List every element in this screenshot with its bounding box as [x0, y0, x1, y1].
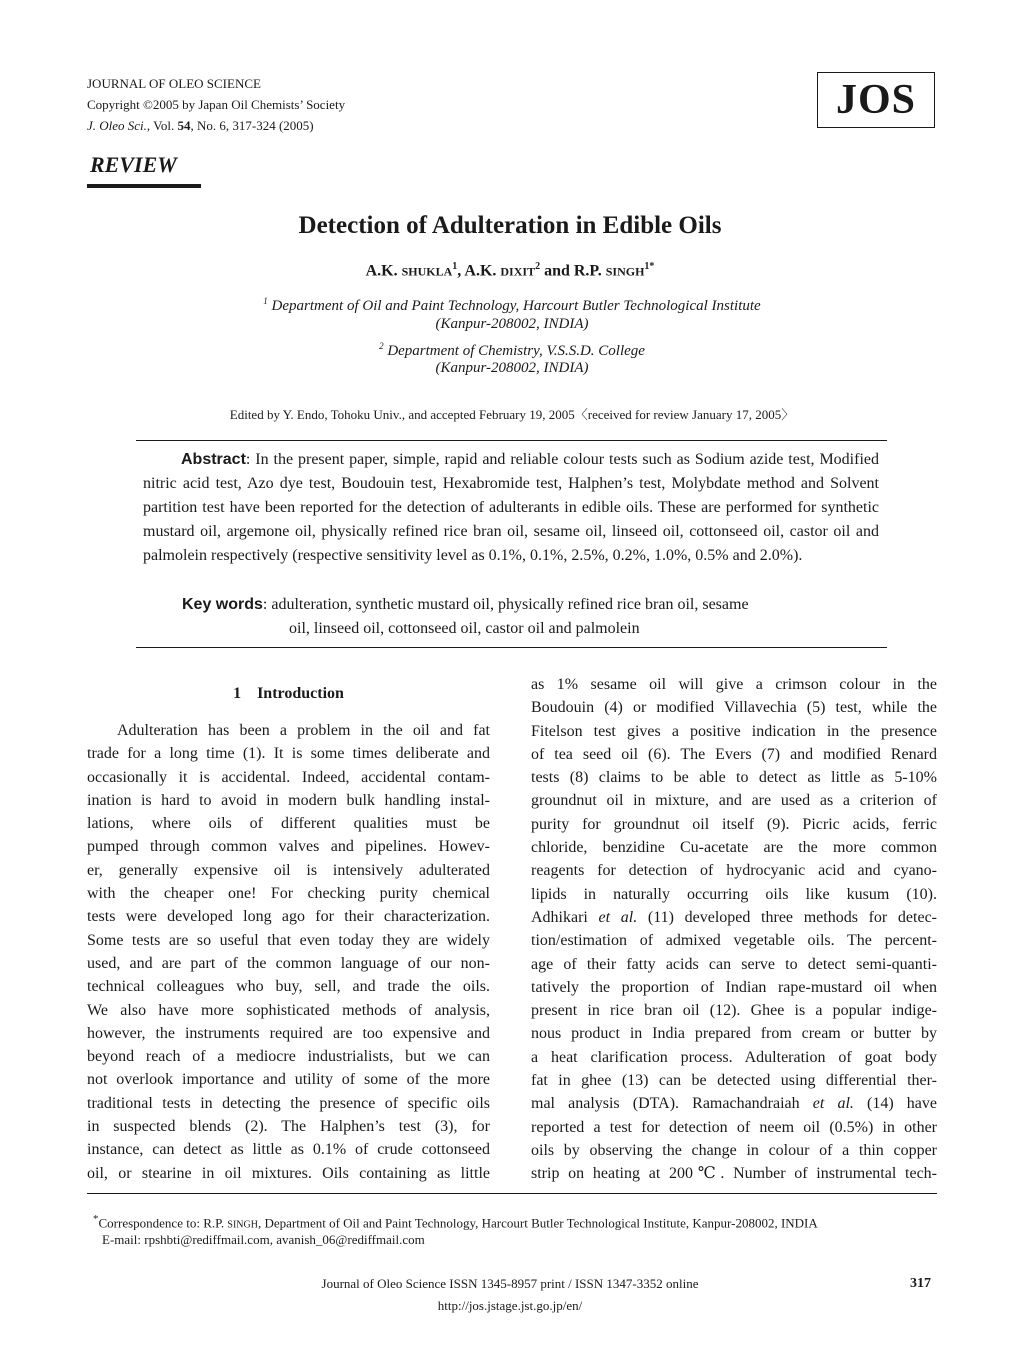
abstract-top-rule: [136, 440, 887, 441]
body-column-right: [531, 673, 937, 1186]
correspondence-surname: SINGH: [227, 1219, 258, 1231]
footer-url[interactable]: http://jos.jstage.jst.go.jp/en/: [437, 1298, 583, 1313]
right-line: groundnut oil in mixture, and are used as a criterion of: [531, 792, 937, 810]
section-label-underline: [87, 184, 201, 188]
abstract-text: : In the present paper, simple, rapid and reliable colour tests such as Sodium azide test, Modified nitric acid test, Azo dye test, Boudouin test, Hexabromide test, Halphen’s test, Molybdate method and Solvent partition test have been reported for the detection of adulterants in edible oils. These are performed for synthetic mustard oil, argemone oil, physically refined rice bran oil, sesame oil, linseed oil, cottonseed oil, castor oil and palmolein respectively (respective sensitivity level as 0.1%, 0.1%, 2.5%, 0.2%, 1.0%, 0.5% and 2.0%).: [143, 451, 879, 564]
right-line: tests (8) claims to be able to detect as little as 5-10%: [531, 769, 937, 787]
keywords-label: Key words: [182, 596, 263, 613]
abstract: [143, 448, 879, 568]
left-line: trade for a long time (1). It is some times deliberate and: [87, 745, 490, 763]
abstract-label: Abstract: [181, 451, 246, 468]
journal-name: JOURNAL OF OLEO SCIENCE: [87, 76, 261, 91]
left-line: Some tests are so useful that even today they are widely: [87, 931, 490, 949]
author-separator-1: , A.K.: [457, 262, 501, 280]
citation-journal: J. Oleo Sci.: [87, 118, 147, 133]
copyright-line: Copyright ©2005 by Japan Oil Chemists’ Society: [87, 97, 346, 112]
left-line: with the cheaper one! For checking purity chemical: [87, 885, 490, 903]
keywords-line-1: : adulteration, synthetic mustard oil, physically refined rice bran oil, sesame: [262, 596, 749, 613]
right-line: chloride, benzidine Cu-acetate are the more common: [531, 839, 937, 857]
paper-title: Detection of Adulteration in Edible Oils: [298, 212, 722, 239]
section-title: Introduction: [257, 685, 344, 702]
right-line: oils by observing the change in colour of a thin copper: [531, 1141, 937, 1159]
right-line: tatively the proportion of Indian rape-mustard oil when: [531, 978, 937, 996]
affiliation-2-mark: 2: [379, 341, 384, 351]
author-3-affiliation-mark: 1*: [644, 261, 655, 272]
left-line: in suspected blends (2). The Halphen’s test (3), for: [87, 1118, 490, 1136]
right-line: strip on heating at 200℃. Number of instrumental tech-: [531, 1165, 937, 1183]
right-line: a heat clarification process. Adulteration of goat body: [531, 1048, 937, 1066]
left-line: used, and are part of the common language of our non-: [87, 954, 490, 972]
right-line: present in rice bran oil (12). Ghee is a popular indige-: [531, 1002, 937, 1020]
author-2-surname: DIXIT: [500, 264, 536, 279]
author-separator-2: and R.P.: [540, 262, 606, 280]
page-number: 317: [910, 1276, 931, 1291]
keywords-line-2: oil, linseed oil, cottonseed oil, castor oil and palmolein: [289, 620, 640, 637]
citation-vol-prefix: , Vol.: [146, 118, 178, 133]
correspondence-address: , Department of Oil and Paint Technology, Harcourt Butler Technological Institute, Kanpur-208002, INDIA: [257, 1215, 818, 1231]
right-line: reported a test for detection of neem oil (0.5%) in other: [531, 1118, 937, 1136]
section-number: 1: [233, 685, 242, 702]
citation-rest: , No. 6, 317-324 (2005): [190, 118, 314, 133]
right-line: tion/estimation of admixed vegetable oils. The percent-: [531, 932, 937, 950]
author-1-affiliation-mark: 1: [452, 261, 458, 272]
footer-issn: Journal of Oleo Science ISSN 1345-8957 print / ISSN 1347-3352 online: [321, 1276, 699, 1291]
left-line: not overlook importance and utility of some of the more: [87, 1071, 490, 1089]
left-line: We also have more sophisticated methods of analysis,: [87, 1001, 490, 1019]
body-column-left: [87, 719, 490, 1185]
right-line: fat in ghee (13) can be detected using differential ther-: [531, 1072, 937, 1090]
correspondence-marker: *: [93, 1213, 99, 1225]
section-heading: [87, 685, 490, 703]
editorial-note: Edited by Y. Endo, Tohoku Univ., and accepted February 19, 2005〈received for review January 17, 2005〉: [229, 407, 795, 422]
left-line: oil, or stearine in oil mixtures. Oils containing as little: [87, 1164, 490, 1182]
jos-logo: JOS: [817, 72, 935, 128]
author-1-initials: A.K.: [365, 262, 402, 280]
affiliation-2-city: (Kanpur-208002, INDIA): [435, 360, 589, 376]
right-line: age of their fatty acids can serve to detect semi-quanti-: [531, 955, 937, 973]
left-line: Adulteration has been a problem in the oil and fat: [117, 722, 490, 739]
right-line: as 1% sesame oil will give a crimson colour in the: [531, 676, 937, 693]
author-list: [0, 261, 1020, 280]
left-line: instance, can detect as little as 0.1% of crude cottonseed: [87, 1141, 490, 1159]
author-1-surname: SHUKLA: [401, 264, 453, 279]
citation-line: [87, 116, 314, 136]
citation-volume: 54: [177, 118, 191, 133]
right-line: nous product in India prepared from cream or butter by: [531, 1025, 937, 1043]
right-line: Adhikari et al. (11) developed three methods for detec-: [531, 908, 937, 926]
affiliation-1-city: (Kanpur-208002, INDIA): [435, 316, 589, 332]
left-line: technical colleagues who buy, sell, and trade the oils.: [87, 978, 490, 996]
correspondence-prefix: Correspondence to: R.P.: [98, 1215, 228, 1231]
left-line: beyond reach of a mediocre industrialists, but we can: [87, 1048, 490, 1066]
affiliation-1-text: Department of Oil and Paint Technology, Harcourt Butler Technological Institute: [267, 298, 761, 314]
left-line: tests were developed long ago for their characterization.: [87, 908, 490, 926]
right-line: reagents for detection of hydrocyanic acid and cyano-: [531, 862, 937, 880]
affiliation-1-mark: 1: [263, 296, 268, 306]
footnote-rule: [87, 1193, 937, 1194]
section-label: REVIEW: [90, 152, 177, 177]
left-line: ination is hard to avoid in modern bulk handling instal-: [87, 791, 490, 809]
right-line: Boudouin (4) or modified Villavechia (5) test, while the: [531, 699, 937, 717]
right-line: of tea seed oil (6). The Evers (7) and modified Renard: [531, 745, 937, 763]
left-line: however, the instruments required are too expensive and: [87, 1024, 490, 1042]
abstract-bottom-rule: [136, 647, 887, 648]
left-line: lations, where oils of different qualities must be: [87, 815, 490, 833]
affiliation-2-text: Department of Chemistry, V.S.S.D. College: [383, 343, 645, 359]
right-line: purity for groundnut oil itself (9). Picric acids, ferric: [531, 815, 937, 833]
right-line: lipids in naturally occurring oils like kusum (10).: [531, 885, 937, 903]
left-line: er, generally expensive oil is intensively adulterated: [87, 861, 490, 879]
left-line: occasionally it is accidental. Indeed, accidental contam-: [87, 768, 490, 786]
author-3-surname: SINGH: [605, 264, 645, 279]
author-2-affiliation-mark: 2: [535, 261, 541, 272]
right-line: Fitelson test gives a positive indication in the presence: [531, 722, 937, 740]
left-line: pumped through common valves and pipelines. Howev-: [87, 838, 490, 856]
correspondence-email: E-mail: rpshbti@rediffmail.com, avanish_06@rediffmail.com: [102, 1232, 425, 1247]
keywords: [182, 593, 879, 617]
right-line: mal analysis (DTA). Ramachandraiah et al. (14) have: [531, 1095, 938, 1113]
left-line: traditional tests in detecting the presence of specific oils: [87, 1094, 490, 1112]
